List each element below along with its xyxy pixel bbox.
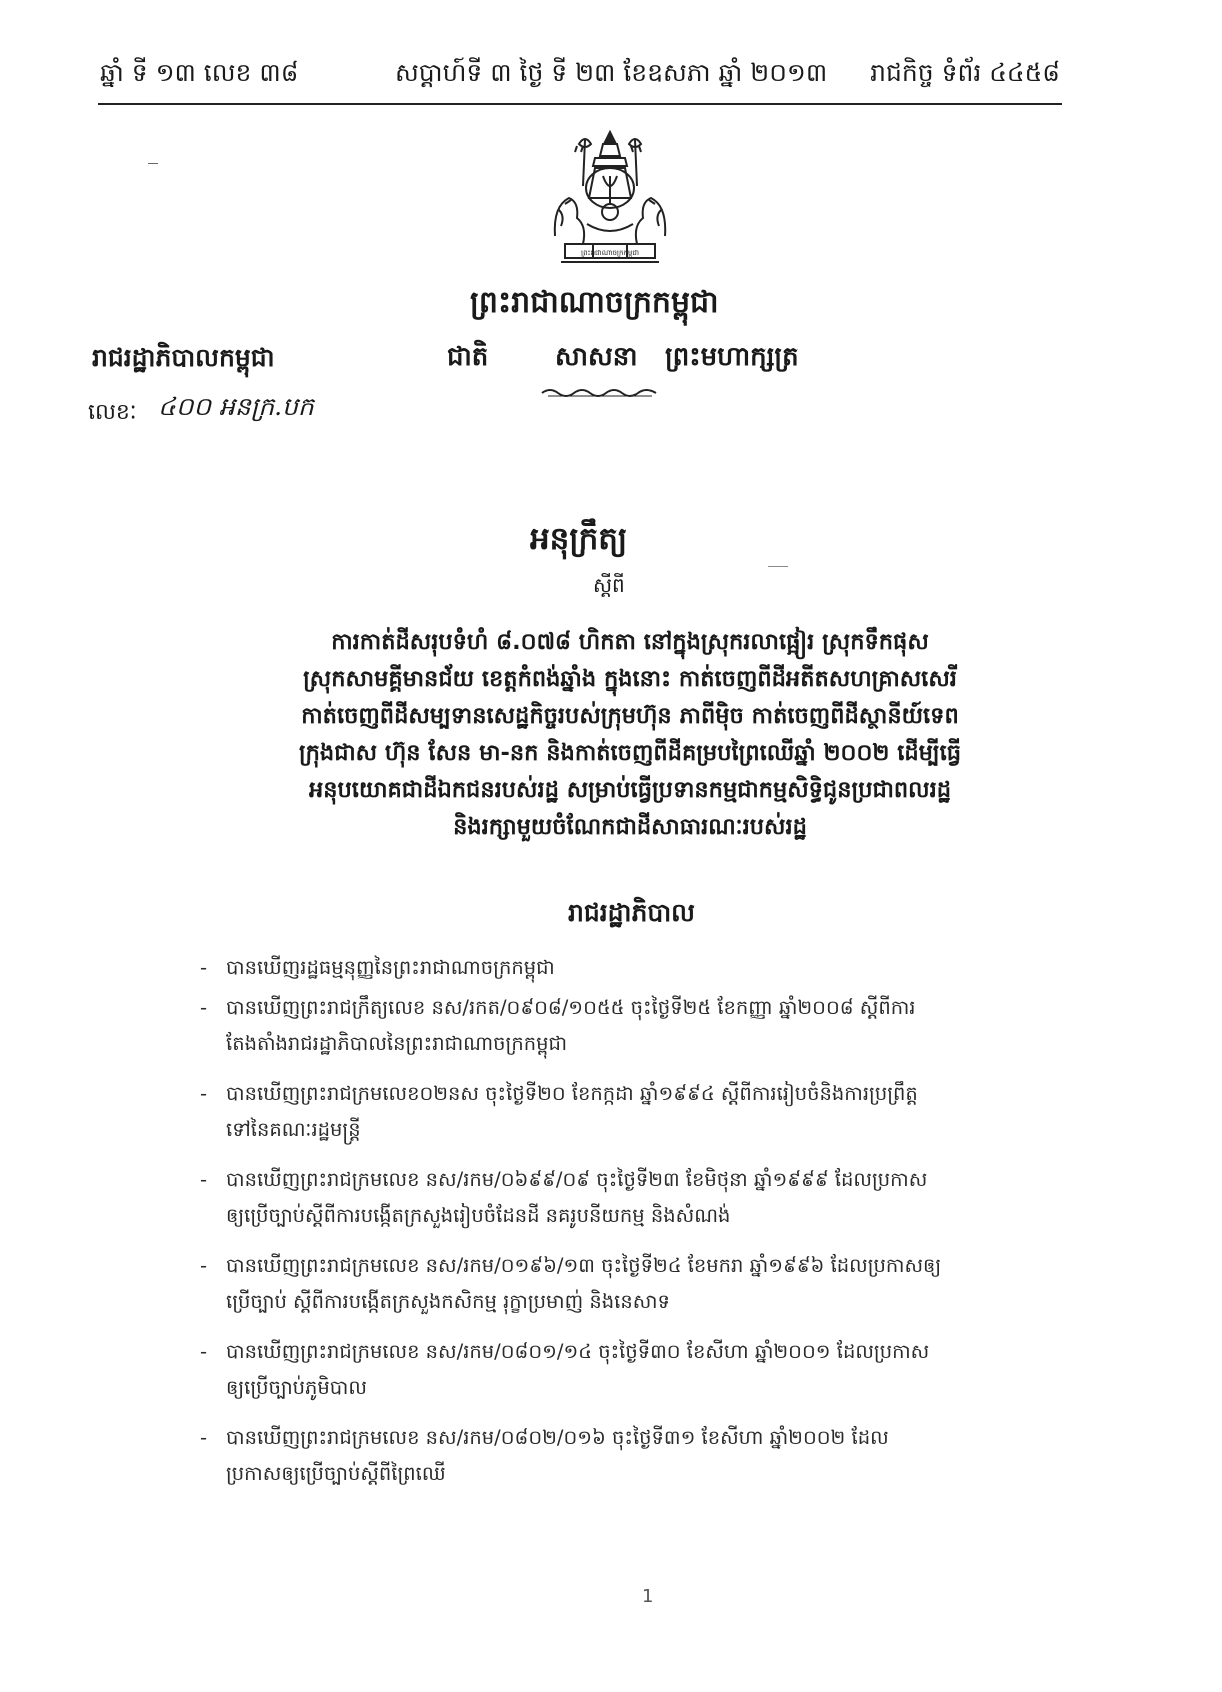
subject-line: អនុបយោគជាដីឯកជនរបស់រដ្ឋ សម្រាប់ធ្វើប្រទានកម្មជាកម្មសិទ្ធិជូនប្រជាពលរដ្ឋ — [308, 777, 952, 803]
gazette-date: សប្តាហ៍ទី ៣ ថ្ងៃ ទី ២៣ ខែឧសភា ឆ្នាំ ២០១៣ — [395, 58, 828, 87]
subject-line: កាត់ចេញពីដីសម្បទានសេដ្ឋកិច្ចរបស់ក្រុមហ៊ុន ភាពីម៉ិច កាត់ចេញពីដីស្ថានីយ៍ទេព — [301, 703, 959, 729]
reference-label: លេខៈ — [88, 400, 137, 425]
gazette-page: ឆ្នាំ ទី ១៣ លេខ ៣៨ សប្តាហ៍ទី ៣ ថ្ងៃ ទី ២៣ ខែឧសភា ឆ្នាំ ២០១៣ រាជកិច្ច ទំព័រ ៤៤៥៨ ព្រះរាជាណាចក្រកម្ពុជា ព្រះរាជាណាចក្រកម្ពុជា ជាតិ សាសនា ព្រះមហាក្សត្រ រាជរដ្ឋាភិបាលកម្ពុជា លេខៈ ៤០០ អនក្រ.បក អនុក្រឹត្យ ស្តីពី ការកាត់ដីសរុបទំហំ ៨.០៧៨ ហិកតា នៅក្នុងស្រុករលាផ្អៀរ ស្រុកទឹកផុស ស្រុកសាមគ្គីមានជ័យ ខេត្តកំពង់ឆ្នាំង ក្នុងនោះ កាត់ចេញពីដីអតីតសហគ្រាសសេរី កាត់ចេញពីដីសម្បទានសេដ្ឋកិច្ចរបស់ក្រុមហ៊ុន ភាពីម៉ិច កាត់ចេញពីដីស្ថានីយ៍ទេព ក្រុងជាស ហ៊ុន សែន មា-នក និងកាត់ចេញពីដីគម្របព្រៃឈើឆ្នាំ ២០០២ ដើម្បីធ្វើ អនុបយោគជាដីឯកជនរបស់រដ្ឋ សម្រាប់ធ្វើប្រទានកម្មជាកម្មសិទ្ធិជូនប្រជាពលរដ្ឋ និងរក្សាមួយចំណែកជាដីសាធារណៈរបស់រដ្ឋ រាជរដ្ឋាភិបាល - បានឃើញរដ្ឋធម្មនុញ្ញនៃព្រះរាជាណាចក្រកម្ពុជា - បានឃើញព្រះរាជក្រឹត្យលេខ នស/រកត/០៩០៨/១០៥៥ ចុះថ្ងៃទី២៥ ខែកញ្ញា ឆ្នាំ២០០៨ ស្តីពីការ តែងតាំងរាជរដ្ឋាភិបាលនៃព្រះរាជាណាចក្រកម្ពុជា - បានឃើញព្រះរាជក្រមលេខ០២នស ចុះថ្ងៃទី២០ ខែកក្កដា ឆ្នាំ១៩៩៤ ស្តីពីការរៀបចំនិងការប្រព្រឹត្ត ទៅនៃគណៈរដ្ឋមន្ត្រី - បានឃើញព្រះរាជក្រមលេខ នស/រកម/០៦៩៩/០៩ ចុះថ្ងៃទី២៣ ខែមិថុនា ឆ្នាំ១៩៩៩ ដែលប្រកាស ឲ្យប្រើច្បាប់ស្តីពីការបង្កើតក្រសួងរៀបចំដែនដី នគរូបនីយកម្ម និងសំណង់ - បានឃើញព្រះរាជក្រមលេខ នស/រកម/០១៩៦/១៣ ចុះថ្ងៃទី២៤ ខែមករា ឆ្នាំ១៩៩៦ ដែលប្រកាសឲ្យ ប្រើច្បាប់ ស្តីពីការបង្កើតក្រសួងកសិកម្ម រុក្ខាប្រមាញ់ និងនេសាទ - បានឃើញព្រះរាជក្រមលេខ នស/រកម/០៨០១/១៤ ចុះថ្ងៃទី៣០ ខែសីហា ឆ្នាំ២០០១ ដែលប្រកាស ឲ្យប្រើច្បាប់ភូមិបាល - បានឃើញព្រះរាជក្រមលេខ នស/រកម/០៨០២/០១៦ ចុះថ្ងៃទី៣១ ខែសីហា ឆ្នាំ២០០២ ដែល ប្រកាសឲ្យប្រើច្បាប់ស្តីពីព្រៃឈើ 1 — [0, 0, 1222, 1692]
subject-line: ក្រុងជាស ហ៊ុន សែន មា-នក និងកាត់ចេញពីដីគម្របព្រៃឈើឆ្នាំ ២០០២ ដើម្បីធ្វើ — [298, 740, 962, 766]
visa-text: បានឃើញរដ្ឋធម្មនុញ្ញនៃព្រះរាជាណាចក្រកម្ពុជា — [226, 956, 555, 979]
scan-mark — [148, 163, 158, 164]
motto-religion: សាសនា — [555, 342, 638, 372]
scan-mark — [768, 566, 788, 567]
visa-text: បានឃើញព្រះរាជក្រមលេខ នស/រកម/០៨០១/១៤ ចុះថ្ងៃទី៣០ ខែសីហា ឆ្នាំ២០០១ ដែលប្រកាស — [226, 1340, 930, 1363]
visa-text-continued: ប្រកាសឲ្យប្រើច្បាប់ស្តីពីព្រៃឈើ — [226, 1462, 446, 1485]
document-subject — [215, 624, 1045, 846]
document-type: អនុក្រឹត្យ — [530, 521, 628, 557]
visa-text-continued: ឲ្យប្រើច្បាប់ភូមិបាល — [226, 1376, 367, 1399]
visa-text: បានឃើញព្រះរាជក្រមលេខ០២នស ចុះថ្ងៃទី២០ ខែកក្កដា ឆ្នាំ១៩៩៤ ស្តីពីការរៀបចំនិងការប្រព្រឹត្ត — [226, 1082, 918, 1105]
visa-text: បានឃើញព្រះរាជក្រមលេខ នស/រកម/០៨០២/០១៦ ចុះថ្ងៃទី៣១ ខែសីហា ឆ្នាំ២០០២ ដែល — [226, 1426, 889, 1449]
body-title: រាជរដ្ឋាភិបាល — [568, 898, 695, 927]
header-divider — [98, 103, 1062, 105]
national-motto — [447, 340, 827, 380]
motto-nation: ជាតិ — [447, 342, 489, 372]
gazette-header — [100, 58, 1060, 98]
reference-number: ៤០០ អនក្រ.បក — [158, 392, 314, 421]
emblem-banner-text: ព្រះរាជាណាចក្រកម្ពុជា — [580, 249, 640, 257]
royal-coat-of-arms-icon — [535, 126, 685, 276]
subject-line: និងរក្សាមួយចំណែកជាដីសាធារណៈរបស់រដ្ឋ — [453, 814, 807, 840]
decorative-flourish-icon — [540, 385, 660, 399]
motto-king: ព្រះមហាក្សត្រ — [665, 342, 799, 372]
document-on: ស្តីពី — [593, 573, 625, 597]
issuing-authority: រាជរដ្ឋាភិបាលកម្ពុជា — [92, 343, 275, 372]
visa-text: បានឃើញព្រះរាជក្រមលេខ នស/រកម/០៦៩៩/០៩ ចុះថ្ងៃទី២៣ ខែមិថុនា ឆ្នាំ១៩៩៩ ដែលប្រកាស — [226, 1168, 928, 1191]
subject-line: ការកាត់ដីសរុបទំហំ ៨.០៧៨ ហិកតា នៅក្នុងស្រុករលាផ្អៀរ ស្រុកទឹកផុស — [331, 629, 929, 655]
kingdom-name: ព្រះរាជាណាចក្រកម្ពុជា — [470, 285, 719, 320]
visa-text: បានឃើញព្រះរាជក្រមលេខ នស/រកម/០១៩៦/១៣ ចុះថ្ងៃទី២៤ ខែមករា ឆ្នាំ១៩៩៦ ដែលប្រកាសឲ្យ — [226, 1254, 942, 1277]
visa-text: បានឃើញព្រះរាជក្រឹត្យលេខ នស/រកត/០៩០៨/១០៥៥ ចុះថ្ងៃទី២៥ ខែកញ្ញា ឆ្នាំ២០០៨ ស្តីពីការ — [226, 996, 916, 1019]
visa-text-continued: ប្រើច្បាប់ ស្តីពីការបង្កើតក្រសួងកសិកម្ម រុក្ខាប្រមាញ់ និងនេសាទ — [226, 1290, 670, 1313]
visa-text-continued: តែងតាំងរាជរដ្ឋាភិបាលនៃព្រះរាជាណាចក្រកម្ពុជា — [226, 1032, 568, 1055]
gazette-page-number: រាជកិច្ច ទំព័រ ៤៤៥៨ — [870, 58, 1060, 87]
visa-text-continued: ឲ្យប្រើច្បាប់ស្តីពីការបង្កើតក្រសួងរៀបចំដែនដី នគរូបនីយកម្ម និងសំណង់ — [226, 1204, 731, 1227]
gazette-year-issue: ឆ្នាំ ទី ១៣ លេខ ៣៨ — [100, 58, 299, 87]
visa-text-continued: ទៅនៃគណៈរដ្ឋមន្ត្រី — [226, 1118, 361, 1141]
page-number: 1 — [642, 1586, 654, 1607]
subject-line: ស្រុកសាមគ្គីមានជ័យ ខេត្តកំពង់ឆ្នាំង ក្នុងនោះ កាត់ចេញពីដីអតីតសហគ្រាសសេរី — [303, 666, 957, 692]
